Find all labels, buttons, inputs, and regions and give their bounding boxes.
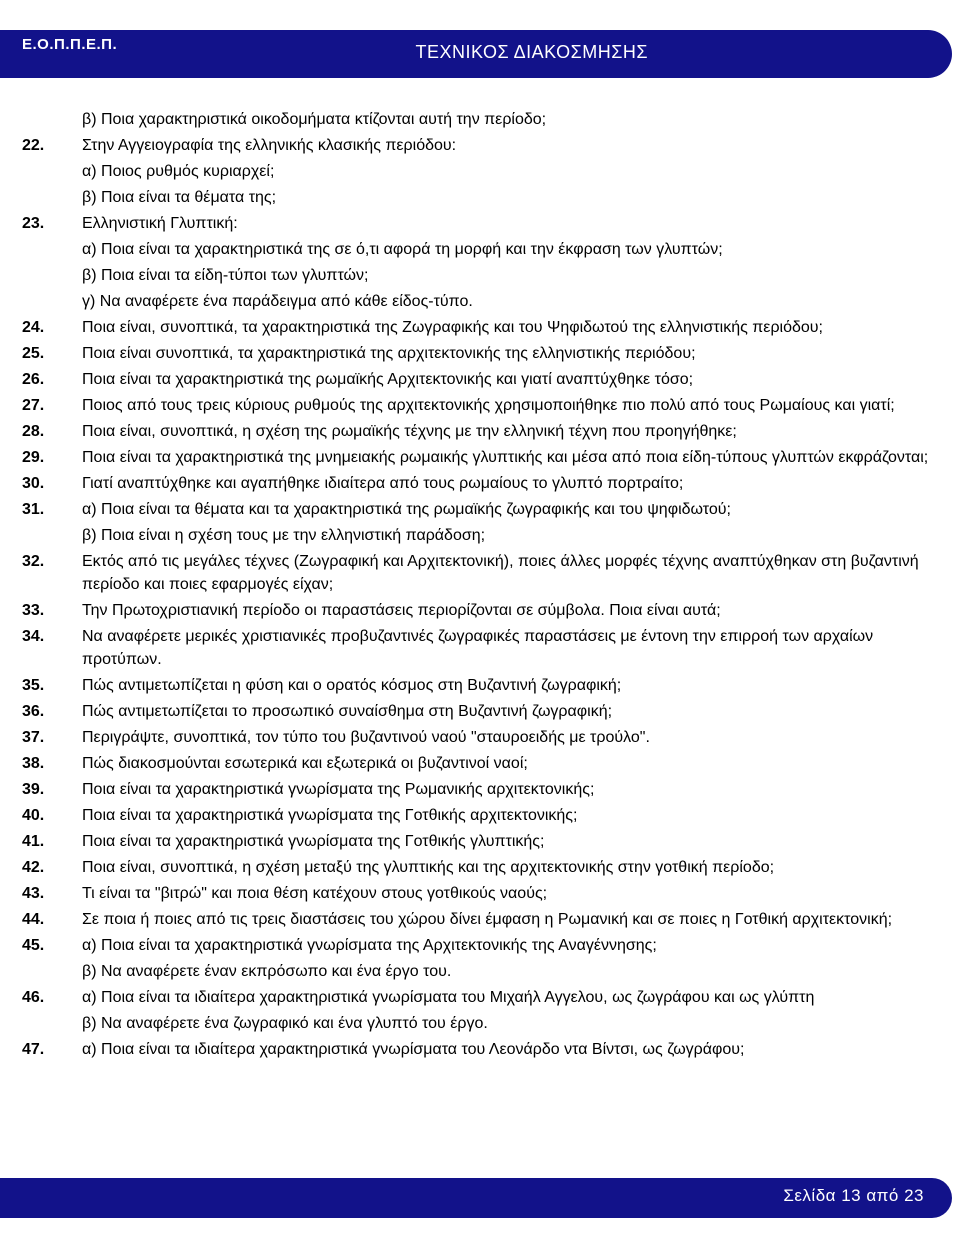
question-row — [22, 108, 940, 131]
question-text: α) Ποια είναι τα ιδιαίτερα χαρακτηριστικά γνωρίσματα του Λεονάρδο ντα Βίντσι, ως ζωγράφου; — [82, 1041, 745, 1058]
question-number: 38. — [22, 755, 45, 772]
question-number — [22, 1012, 82, 1035]
question-number: 40. — [22, 807, 45, 824]
question-row — [22, 856, 940, 879]
question-text: β) Να αναφέρετε ένα ζωγραφικό και ένα γλυπτό του έργο. — [82, 1015, 488, 1032]
question-row — [22, 934, 940, 957]
page-header — [0, 0, 960, 84]
question-row — [22, 446, 940, 469]
question-text: Ποια είναι τα χαρακτηριστικά της ρωμαϊκής Αρχιτεκτονικής και γιατί αναπτύχθηκε τόσο; — [82, 371, 694, 388]
question-text: Πώς αντιμετωπίζεται το προσωπικό συναίσθημα στη Βυζαντινή ζωγραφική; — [82, 703, 613, 720]
question-number: 26. — [22, 371, 45, 388]
question-row — [22, 264, 940, 287]
question-text: α) Ποια είναι τα θέματα και τα χαρακτηριστικά της ρωμαϊκής ζωγραφικής και του ψηφιδωτού; — [82, 501, 731, 518]
question-row — [22, 472, 940, 495]
question-row — [22, 726, 940, 749]
question-text: Ποια είναι, συνοπτικά, η σχέση μεταξύ της γλυπτικής και της αρχιτεκτονικής στην γοτθική περίοδο; — [82, 859, 775, 876]
question-row — [22, 316, 940, 339]
question-number: 41. — [22, 833, 45, 850]
question-number — [22, 160, 82, 183]
question-number: 33. — [22, 602, 45, 619]
question-number: 34. — [22, 628, 45, 645]
question-row — [22, 368, 940, 391]
question-number — [22, 108, 82, 131]
question-text: Ελληνιστική Γλυπτική: — [82, 215, 238, 232]
question-number: 44. — [22, 911, 45, 928]
question-number: 30. — [22, 475, 45, 492]
question-text: α) Ποια είναι τα ιδιαίτερα χαρακτηριστικά γνωρίσματα του Μιχαήλ Αγγελου, ως ζωγράφου και ως γλύπτη — [82, 989, 815, 1006]
question-row — [22, 134, 940, 157]
question-row — [22, 804, 940, 827]
question-row — [22, 986, 940, 1009]
question-row — [22, 830, 940, 853]
question-text: Πώς αντιμετωπίζεται η φύση και ο ορατός κόσμος στη Βυζαντινή ζωγραφική; — [82, 677, 622, 694]
question-text: Ποια είναι τα χαρακτηριστικά γνωρίσματα της Γοτθικής αρχιτεκτονικής; — [82, 807, 578, 824]
question-row — [22, 960, 940, 983]
question-text: β) Ποια χαρακτηριστικά οικοδομήματα κτίζονται αυτή την περίοδο; — [82, 111, 547, 128]
question-number — [22, 524, 82, 547]
question-text: Τι είναι τα "βιτρώ" και ποια θέση κατέχουν στους γοτθικούς ναούς; — [82, 885, 548, 902]
question-text: Πώς διακοσμούνται εσωτερικά και εξωτερικά οι βυζαντινοί ναοί; — [82, 755, 528, 772]
question-text: Ποιος από τους τρεις κύριους ρυθμούς της αρχιτεκτονικής χρησιμοποιήθηκε πιο πολύ από τους Ρωμαίους και γιατί; — [82, 397, 895, 414]
question-row — [22, 674, 940, 697]
question-row — [22, 1038, 940, 1061]
question-text: Ποια είναι συνοπτικά, τα χαρακτηριστικά της αρχιτεκτονικής της ελληνιστικής περιόδου; — [82, 345, 696, 362]
question-row — [22, 394, 940, 417]
question-number: 22. — [22, 137, 45, 154]
question-text: Την Πρωτοχριστιανική περίοδο οι παραστάσεις περιορίζονται σε σύμβολα. Ποια είναι αυτά; — [82, 602, 721, 619]
question-number — [22, 264, 82, 287]
question-row — [22, 752, 940, 775]
question-row — [22, 524, 940, 547]
question-row — [22, 599, 940, 622]
question-list — [22, 108, 940, 1064]
question-number: 25. — [22, 345, 45, 362]
question-text: γ) Να αναφέρετε ένα παράδειγμα από κάθε είδος-τύπο. — [82, 293, 473, 310]
question-text: Περιγράψτε, συνοπτικά, τον τύπο του βυζαντινού ναού "σταυροειδής με τρούλο". — [82, 729, 650, 746]
question-number — [22, 290, 82, 313]
question-number: 46. — [22, 989, 45, 1006]
question-number: 28. — [22, 423, 45, 440]
question-number: 42. — [22, 859, 45, 876]
question-text: α) Ποια είναι τα χαρακτηριστικά της σε ό,τι αφορά τη μορφή και την έκφραση των γλυπτών; — [82, 241, 723, 258]
question-text: α) Ποιος ρυθμός κυριαρχεί; — [82, 163, 275, 180]
organization-name: Ε.Ο.Π.Π.Ε.Π. — [22, 36, 118, 53]
question-text: β) Να αναφέρετε έναν εκπρόσωπο και ένα έργο του. — [82, 963, 452, 980]
question-row — [22, 498, 940, 521]
question-number: 32. — [22, 553, 45, 570]
question-text: Στην Αγγειογραφία της ελληνικής κλασικής περιόδου: — [82, 137, 457, 154]
question-row — [22, 186, 940, 209]
question-text: Ποια είναι, συνοπτικά, η σχέση της ρωμαϊκής τέχνης με την ελληνική τέχνη που προηγήθηκε; — [82, 423, 737, 440]
question-row — [22, 212, 940, 235]
question-row — [22, 700, 940, 723]
page-footer — [0, 1178, 952, 1218]
question-number — [22, 186, 82, 209]
question-text: Σε ποια ή ποιες από τις τρεις διαστάσεις του χώρου δίνει έμφαση η Ρωμανική και σε ποιες η Γοτθική αρχιτεκτονική; — [82, 911, 893, 928]
question-text: Ποια είναι τα χαρακτηριστικά γνωρίσματα της Ρωμανικής αρχιτεκτονικής; — [82, 781, 595, 798]
question-number — [22, 238, 82, 261]
question-text: α) Ποια είναι τα χαρακτηριστικά γνωρίσματα της Αρχιτεκτονικής της Αναγέννησης; — [82, 937, 657, 954]
question-number: 27. — [22, 397, 45, 414]
question-row — [22, 1012, 940, 1035]
question-row — [22, 625, 940, 671]
question-row — [22, 342, 940, 365]
question-text: Γιατί αναπτύχθηκε και αγαπήθηκε ιδιαίτερα από τους ρωμαίους το γλυπτό πορτραίτο; — [82, 475, 684, 492]
question-text: Ποια είναι, συνοπτικά, τα χαρακτηριστικά της Ζωγραφικής και του Ψηφιδωτού της ελληνιστικής περιόδου; — [82, 319, 823, 336]
question-number: 37. — [22, 729, 45, 746]
question-row — [22, 882, 940, 905]
question-row — [22, 160, 940, 183]
question-number: 24. — [22, 319, 45, 336]
question-number: 43. — [22, 885, 45, 902]
question-text: β) Ποια είναι τα είδη-τύποι των γλυπτών; — [82, 267, 369, 284]
question-number: 47. — [22, 1041, 45, 1058]
question-row — [22, 908, 940, 931]
question-row — [22, 290, 940, 313]
question-text: Να αναφέρετε μερικές χριστιανικές προβυζαντινές ζωγραφικές παραστάσεις με έντονη την επιρροή των αρχαίων προτύπων. — [82, 628, 874, 668]
question-text: β) Ποια είναι τα θέματα της; — [82, 189, 277, 206]
document-title: ΤΕΧΝΙΚΟΣ ΔΙΑΚΟΣΜΗΣΗΣ — [415, 42, 648, 62]
question-text: β) Ποια είναι η σχέση τους με την ελληνιστική παράδοση; — [82, 527, 486, 544]
question-row — [22, 238, 940, 261]
question-row — [22, 778, 940, 801]
question-number: 39. — [22, 781, 45, 798]
question-number — [22, 960, 82, 983]
question-text: Ποια είναι τα χαρακτηριστικά της μνημειακής ρωμαικής γλυπτικής και μέσα από ποια είδη-τύπους γλυπτών εκφράζονται; — [82, 449, 929, 466]
question-number: 35. — [22, 677, 45, 694]
question-number: 29. — [22, 449, 45, 466]
page-number: Σελίδα 13 από 23 — [783, 1186, 924, 1205]
question-row — [22, 420, 940, 443]
question-text: Εκτός από τις μεγάλες τέχνες (Ζωγραφική και Αρχιτεκτονική), ποιες άλλες μορφές τέχνης αναπτύχθηκαν στη βυζαντινή περίοδο και ποιες εφαρμογές είχαν; — [82, 553, 919, 593]
question-number: 23. — [22, 215, 45, 232]
question-number: 45. — [22, 937, 45, 954]
question-text: Ποια είναι τα χαρακτηριστικά γνωρίσματα της Γοτθικής γλυπτικής; — [82, 833, 545, 850]
question-row — [22, 550, 940, 596]
question-number: 31. — [22, 501, 45, 518]
question-number: 36. — [22, 703, 45, 720]
